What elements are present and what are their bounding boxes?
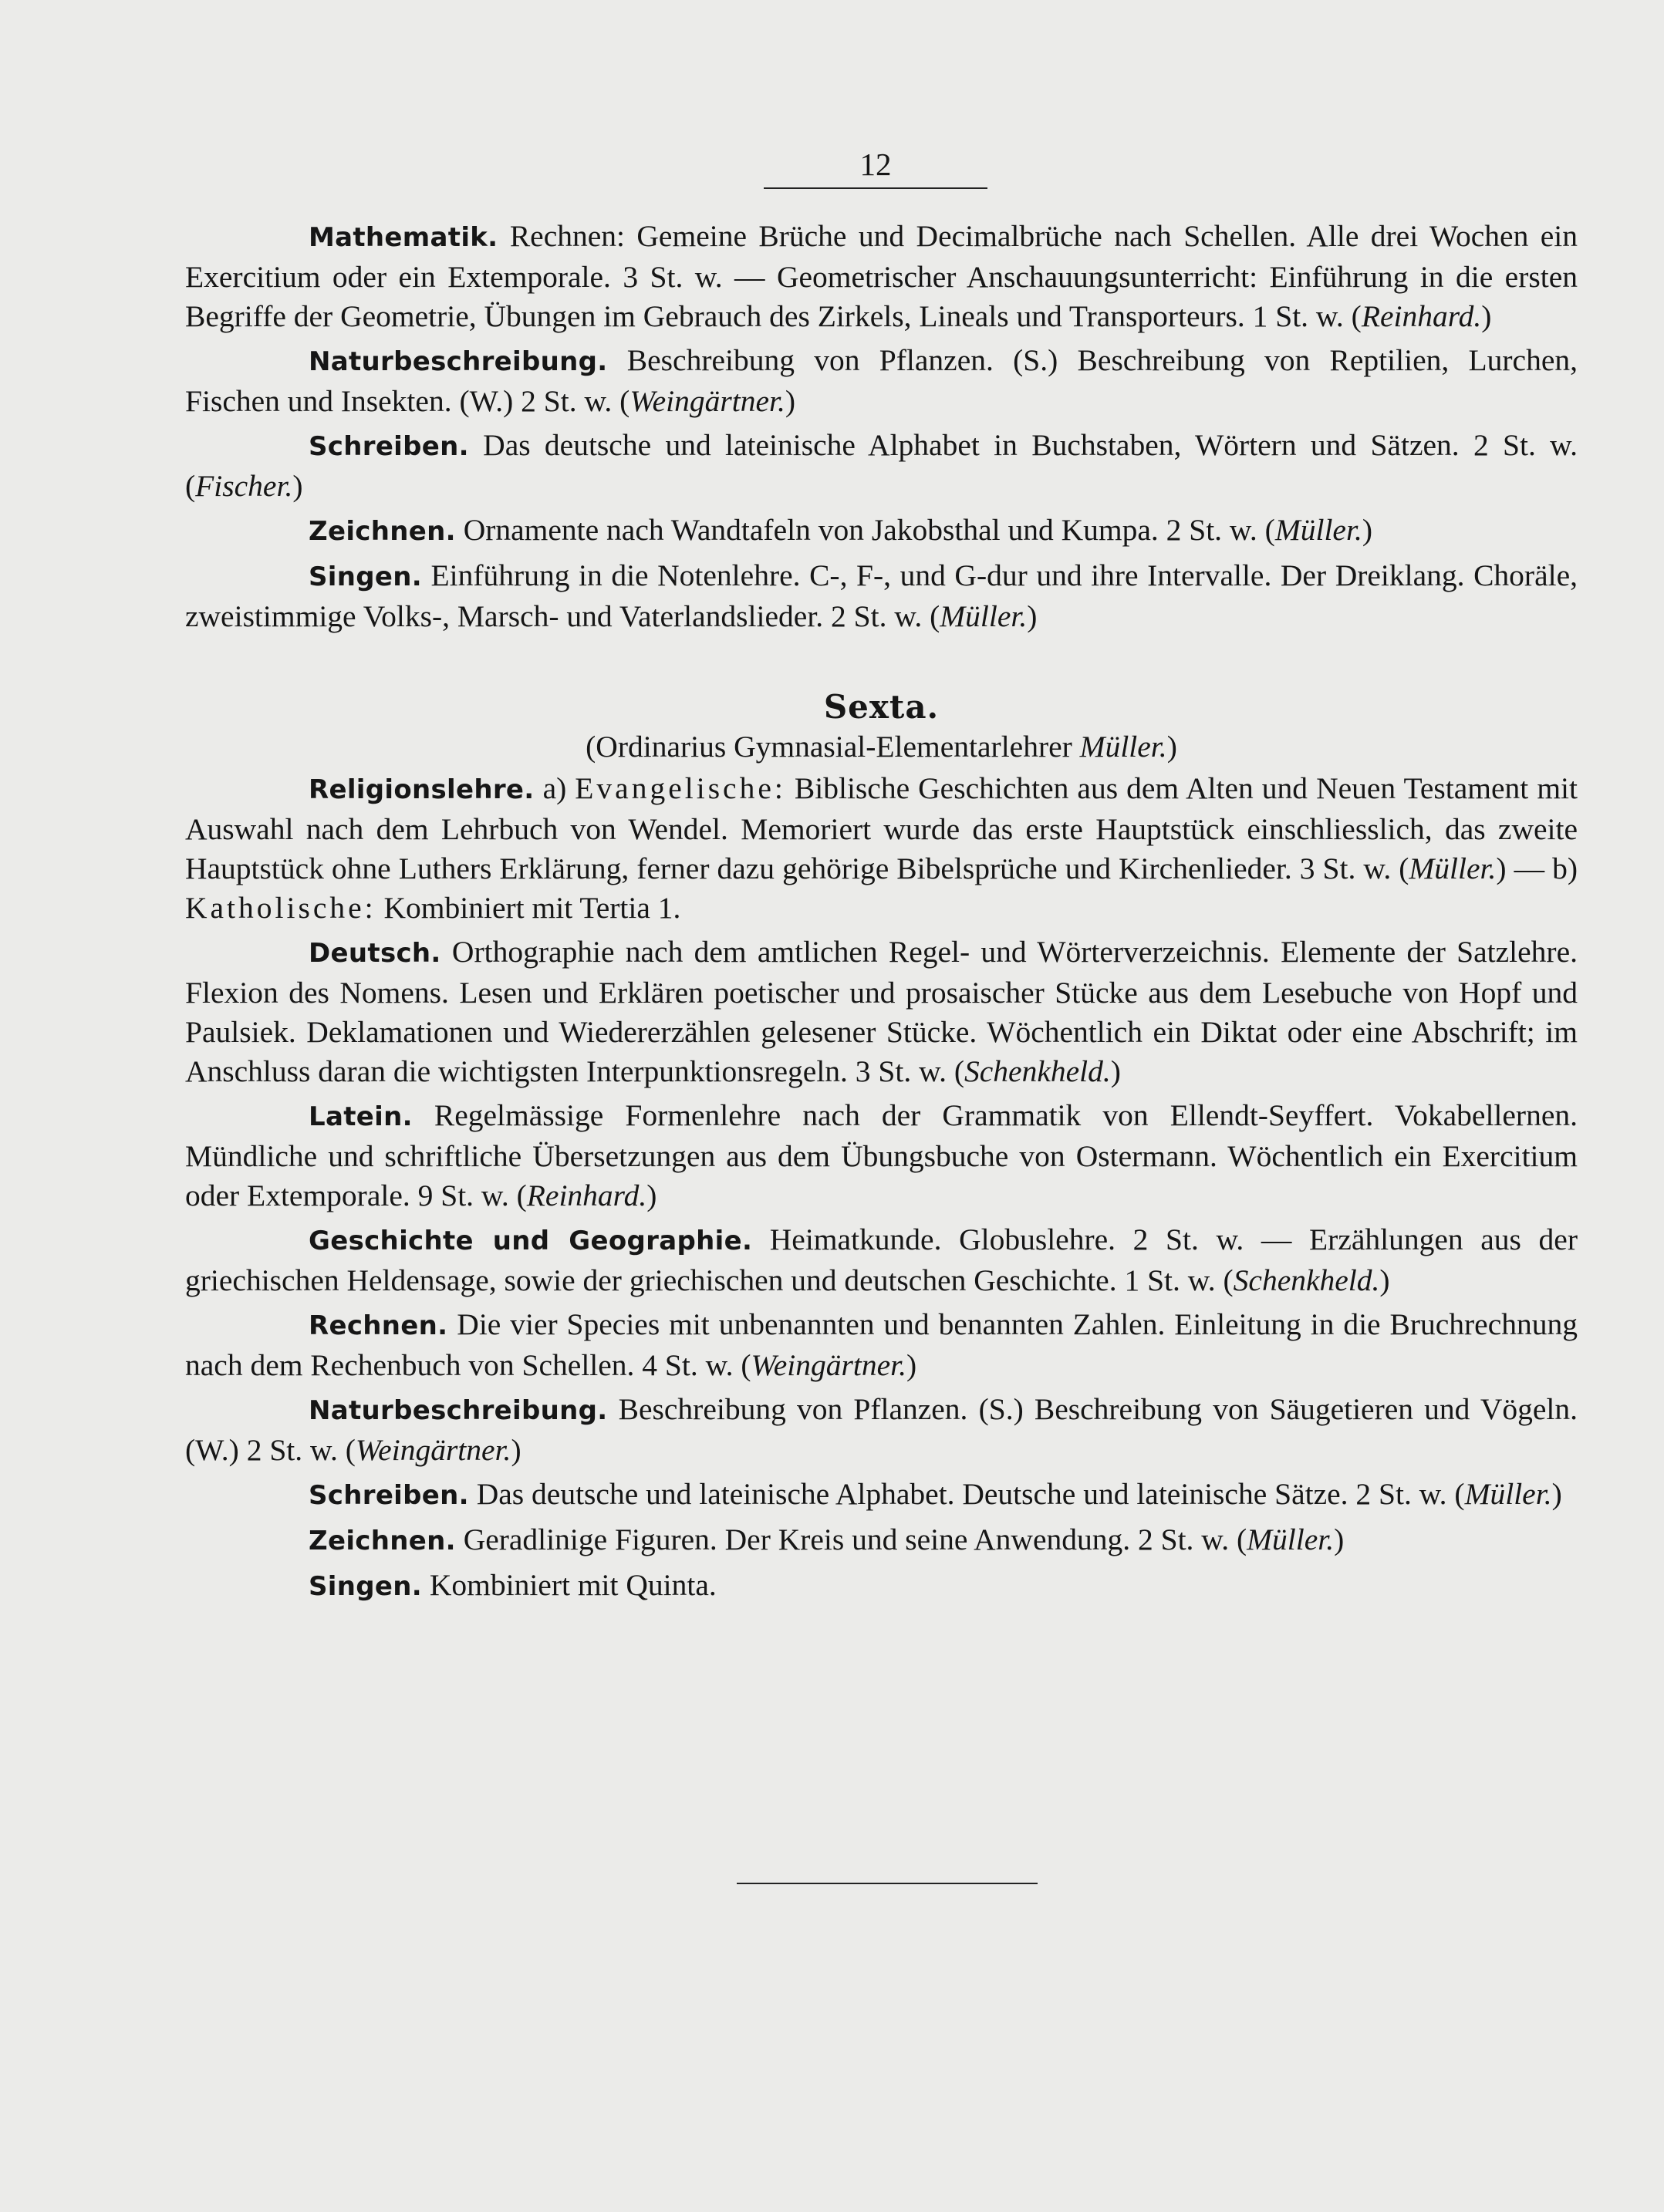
subject-text: Die vier Species mit unbenannten und benannten Zahlen. Einleitung in die Bruchrechnung nach dem Rechenbuch von Schellen. 4 St. w. ( — [185, 1307, 1578, 1382]
subject-heading: Naturbeschreibung. — [309, 346, 608, 377]
closing-paren: ) — [511, 1433, 521, 1467]
subject-singen — [185, 556, 1578, 636]
subject-mathematik — [185, 217, 1578, 336]
subject-text: Rechnen: Gemeine Brüche und Decimalbrüche nach Schellen. Alle drei Wochen ein Exercitium oder ein Extemporale. 3 St. w. — Geometrischer Anschauungsunterricht: Einführung in die ersten Begriffe der Geometrie, Übungen im Gebrauch des Zirkels, Lineals und Transporteurs. 1 St. w. ( — [185, 219, 1578, 333]
subject-religionslehre — [185, 769, 1578, 928]
closing-paren: ) — [1551, 1477, 1562, 1511]
teacher-name: Müller. — [1464, 1477, 1552, 1511]
teacher-name: Müller. — [1247, 1522, 1335, 1556]
subject-heading: Geschichte und Geographie. — [309, 1226, 753, 1256]
end-rule — [737, 1883, 1038, 1884]
teacher-name: Reinhard. — [526, 1178, 647, 1212]
teacher-name: Weingärtner. — [751, 1348, 907, 1382]
subject-latein — [185, 1096, 1578, 1216]
closing-paren: ) — [906, 1348, 917, 1382]
subtitle-text: (Ordinarius Gymnasial-Elementarlehrer — [586, 730, 1080, 764]
subject-text: Das deutsche und lateinische Alphabet. Deutsche und lateinische Sätze. 2 St. w. ( — [468, 1477, 1465, 1511]
subject-block-quinta — [185, 217, 1578, 636]
teacher-name: Weingärtner. — [629, 384, 785, 418]
subject-text: Geradlinige Figuren. Der Kreis und seine Anwendung. 2 St. w. ( — [455, 1522, 1247, 1556]
subject-geschichte-geographie — [185, 1220, 1578, 1300]
subject-heading: Religionslehre. — [309, 774, 535, 805]
teacher-name: Schenkheld. — [964, 1054, 1111, 1088]
closing-paren: ) — [1166, 730, 1177, 764]
subject-heading: Zeichnen. — [309, 1526, 456, 1556]
subject-text: Kombiniert mit Quinta. — [421, 1568, 717, 1602]
teacher-name: Müller. — [1079, 730, 1167, 764]
subject-heading: Mathematik. — [309, 222, 498, 253]
subject-text: Biblische Geschichten aus dem Alten und Neuen Testament mit Auswahl nach dem Lehrbuch von Wendel. Memoriert wurde das erste Hauptstück einschliesslich, das zweite Hauptstück ohne Luthers Erklärung, ferner dazu gehörige Bibelsprüche und Kirchenlieder. 3 St. w. ( — [185, 771, 1578, 885]
closing-paren: ) — [1110, 1054, 1121, 1088]
closing-paren: ) — [646, 1178, 657, 1212]
subject-text: Heimatkunde. Globuslehre. 2 St. w. — Erzählungen aus der griechischen Heldensage, sowie der griechischen und deutschen Geschichte. 1 St. w. ( — [185, 1222, 1578, 1297]
teacher-name: Müller. — [1274, 513, 1362, 547]
teacher-name: Müller. — [1409, 851, 1497, 885]
part-label: a) — [542, 771, 575, 805]
subject-heading: Singen. — [309, 1571, 422, 1602]
subject-rechnen — [185, 1305, 1578, 1385]
section-subtitle — [185, 727, 1578, 766]
teacher-name: Reinhard. — [1361, 299, 1482, 333]
closing-paren: ) — [1027, 599, 1038, 633]
denomination-label: Evangelische: — [575, 771, 786, 805]
subject-heading: Schreiben. — [309, 431, 469, 462]
subject-text: Regelmässige Formenlehre nach der Grammatik von Ellendt-Seyffert. Vokabellernen. Mündliche und schriftliche Übersetzungen aus dem Übungsbuche von Ostermann. Wöchentlich ein Exercitium oder Extemporale. 9 St. w. ( — [185, 1098, 1578, 1212]
subject-naturbeschreibung — [185, 1390, 1578, 1470]
closing-paren: ) — [1379, 1263, 1390, 1297]
subject-text: Ornamente nach Wandtafeln von Jakobsthal und Kumpa. 2 St. w. ( — [455, 513, 1275, 547]
teacher-name: Schenkheld. — [1233, 1263, 1380, 1297]
subject-zeichnen — [185, 1520, 1578, 1561]
subject-naturbeschreibung — [185, 341, 1578, 421]
subject-singen — [185, 1566, 1578, 1607]
subject-text: Kombiniert mit Tertia 1. — [376, 891, 681, 925]
section-title: Sexta. — [823, 688, 940, 726]
subject-heading: Naturbeschreibung. — [309, 1395, 608, 1426]
part-label: ) — b) — [1496, 851, 1578, 885]
denomination-label: Katholische: — [185, 891, 376, 925]
subject-text: Das deutsche und lateinische Alphabet in Buchstaben, Wörtern und Sätzen. 2 St. w. ( — [185, 428, 1578, 503]
subject-heading: Schreiben. — [309, 1480, 469, 1511]
page-body — [185, 147, 1578, 1611]
teacher-name: Müller. — [940, 599, 1028, 633]
subject-deutsch — [185, 932, 1578, 1091]
subject-heading: Rechnen. — [309, 1310, 448, 1341]
subject-heading: Latein. — [309, 1101, 413, 1132]
subject-heading: Deutsch. — [309, 938, 441, 969]
subject-schreiben — [185, 1475, 1578, 1516]
closing-paren: ) — [1334, 1522, 1345, 1556]
subject-schreiben — [185, 426, 1578, 506]
subject-text: Orthographie nach dem amtlichen Regel- und Wörterverzeichnis. Elemente der Satzlehre. Flexion des Nomens. Lesen und Erklären poetischer und prosaischer Stücke aus dem Lesebuche von Hopf und Paulsiek. Deklamationen und Wiedererzählen gelesener Stücke. Wöchentlich ein Diktat oder eine Abschrift; im Anschluss daran die wichtigsten Interpunktionsregeln. 3 St. w. ( — [185, 935, 1578, 1088]
closing-paren: ) — [1362, 513, 1372, 547]
closing-paren: ) — [785, 384, 796, 418]
closing-paren: ) — [1481, 299, 1492, 333]
subject-heading: Singen. — [309, 561, 422, 592]
subject-text: Beschreibung von Pflanzen. (S.) Beschreibung von Reptilien, Lurchen, Fischen und Insekten. (W.) 2 St. w. ( — [185, 343, 1578, 418]
closing-paren: ) — [292, 469, 303, 503]
page-number: 12 — [859, 147, 892, 182]
teacher-name: Weingärtner. — [355, 1433, 511, 1467]
subject-zeichnen — [185, 511, 1578, 551]
subject-text: Beschreibung von Pflanzen. (S.) Beschreibung von Säugetieren und Vögeln. (W.) 2 St. w. ( — [185, 1392, 1578, 1467]
teacher-name: Fischer. — [195, 469, 293, 503]
subject-text: Einführung in die Notenlehre. C-, F-, und G-dur und ihre Intervalle. Der Dreiklang. Choräle, zweistimmige Volks-, Marsch- und Vaterlandslieder. 2 St. w. ( — [185, 558, 1578, 633]
subject-heading: Zeichnen. — [309, 516, 456, 547]
subject-block-sexta — [185, 769, 1578, 1607]
